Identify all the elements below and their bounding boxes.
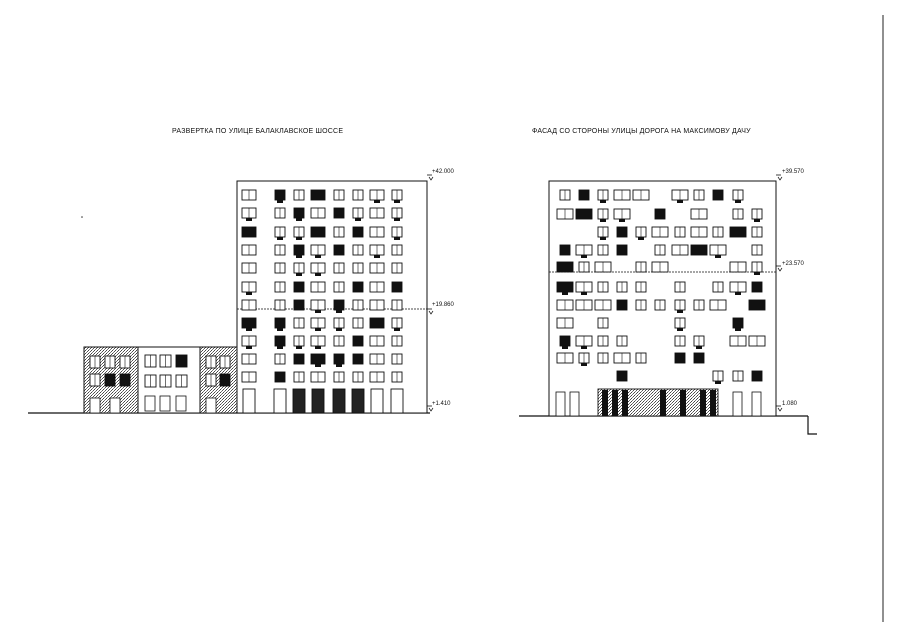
balcony <box>315 346 321 349</box>
ground-door <box>752 392 761 416</box>
elevation-mark-right-middle: +23.570 <box>782 261 804 267</box>
ground-door <box>160 396 170 411</box>
elevation-mark-right-top: +39.570 <box>782 169 804 175</box>
window <box>275 372 285 382</box>
balcony <box>374 200 380 203</box>
storefront-pillar <box>700 390 706 416</box>
ground-door <box>145 396 155 411</box>
balcony <box>562 292 568 295</box>
window <box>694 353 704 363</box>
level-arrow <box>429 311 433 314</box>
window <box>275 336 285 346</box>
window <box>392 282 402 292</box>
window <box>557 282 573 292</box>
window <box>713 190 723 200</box>
balcony <box>277 237 283 240</box>
window <box>617 300 627 310</box>
right-elevation <box>519 175 817 434</box>
balcony <box>374 255 380 258</box>
balcony <box>246 328 252 331</box>
balcony <box>296 346 302 349</box>
window <box>752 282 762 292</box>
balcony <box>296 218 302 221</box>
window <box>353 227 363 237</box>
window <box>749 300 765 310</box>
balcony <box>296 273 302 276</box>
balcony <box>754 272 760 275</box>
window <box>353 354 363 364</box>
window <box>334 354 344 364</box>
ground-door <box>176 396 186 411</box>
storefront-pillar <box>710 390 716 416</box>
balcony <box>246 346 252 349</box>
balcony <box>394 200 400 203</box>
balcony <box>315 273 321 276</box>
balcony <box>315 310 321 313</box>
balcony <box>246 292 252 295</box>
window <box>294 300 304 310</box>
level-ticks-left <box>427 175 433 411</box>
ground-door <box>206 398 216 413</box>
window <box>294 245 304 255</box>
window <box>220 374 230 386</box>
window <box>311 190 325 200</box>
window <box>730 227 746 237</box>
balcony <box>600 219 606 222</box>
level-ticks-right <box>776 175 782 411</box>
balcony <box>715 255 721 258</box>
ground-door <box>570 392 579 416</box>
balcony <box>336 364 342 367</box>
window <box>560 336 570 346</box>
balcony <box>638 237 644 240</box>
balcony <box>581 346 587 349</box>
left-elevation-title: РАЗВЕРТКА ПО УЛИЦЕ БАЛАКЛАВСКОЕ ШОССЕ <box>172 128 344 135</box>
window <box>176 355 187 367</box>
ground-step-right <box>808 416 817 434</box>
window <box>311 227 325 237</box>
balcony <box>735 328 741 331</box>
balcony <box>296 237 302 240</box>
level-arrow <box>429 408 433 411</box>
window <box>242 318 256 328</box>
level-arrow <box>778 177 782 180</box>
ground-door <box>90 398 100 413</box>
balcony <box>754 219 760 222</box>
balcony <box>600 200 606 203</box>
window <box>353 282 363 292</box>
window <box>617 227 627 237</box>
window <box>557 262 573 272</box>
window <box>105 374 115 386</box>
window <box>242 227 256 237</box>
storefront-pillar <box>680 390 686 416</box>
left-elevation <box>28 175 433 413</box>
storefront <box>293 389 305 413</box>
storefront <box>312 389 324 413</box>
window <box>275 318 285 328</box>
balcony <box>315 255 321 258</box>
balcony <box>394 237 400 240</box>
balcony <box>581 292 587 295</box>
balcony <box>315 328 321 331</box>
balcony <box>619 219 625 222</box>
balcony <box>600 237 606 240</box>
balcony <box>277 328 283 331</box>
window <box>294 354 304 364</box>
storefront-pillar <box>602 390 608 416</box>
window <box>334 245 344 255</box>
window <box>560 245 570 255</box>
storefront <box>352 389 364 413</box>
balcony <box>246 218 252 221</box>
window <box>579 190 589 200</box>
balcony <box>355 218 361 221</box>
balcony <box>336 328 342 331</box>
storefront-pillar <box>660 390 666 416</box>
window <box>334 300 344 310</box>
balcony <box>735 292 741 295</box>
ground-door <box>110 398 120 413</box>
speck <box>81 216 83 218</box>
balcony <box>315 364 321 367</box>
window <box>275 190 285 200</box>
balcony <box>581 255 587 258</box>
balcony <box>394 328 400 331</box>
window <box>120 374 130 386</box>
window <box>334 208 344 218</box>
window <box>675 353 685 363</box>
balcony <box>562 346 568 349</box>
window <box>311 354 325 364</box>
right-elevation-title: ФАСАД СО СТОРОНЫ УЛИЦЫ ДОРОГА НА МАКСИМОВУ ДАЧУ <box>532 128 751 135</box>
window <box>617 245 627 255</box>
level-arrow <box>429 177 433 180</box>
storefront <box>333 389 345 413</box>
balcony <box>394 218 400 221</box>
level-arrow <box>778 408 782 411</box>
storefront <box>391 389 403 413</box>
balcony <box>677 310 683 313</box>
window <box>353 336 363 346</box>
balcony <box>677 328 683 331</box>
window <box>576 209 592 219</box>
tower-left <box>237 181 427 413</box>
storefront <box>274 389 286 413</box>
elevation-mark-left-top: +42.000 <box>432 169 454 175</box>
tower-right <box>549 181 776 416</box>
elevation-mark-left-middle: +19.860 <box>432 302 454 308</box>
ground-door <box>556 392 565 416</box>
window <box>691 245 707 255</box>
balcony <box>336 310 342 313</box>
window <box>752 371 762 381</box>
balcony <box>735 200 741 203</box>
balcony <box>677 200 683 203</box>
window <box>294 208 304 218</box>
balcony <box>277 346 283 349</box>
storefront-pillar <box>612 390 618 416</box>
storefront <box>371 389 383 413</box>
window <box>655 209 665 219</box>
level-arrow <box>778 268 782 271</box>
balcony <box>296 255 302 258</box>
window <box>294 282 304 292</box>
window <box>733 318 743 328</box>
window <box>370 318 384 328</box>
ground-door <box>733 392 742 416</box>
balcony <box>696 346 702 349</box>
storefront-pillar <box>622 390 628 416</box>
low-building-block <box>84 347 237 413</box>
storefront <box>243 389 255 413</box>
elevation-mark-left-bottom: +1.410 <box>432 401 451 407</box>
elevation-mark-right-bottom: 1.080 <box>782 401 798 407</box>
window <box>617 371 627 381</box>
balcony <box>715 381 721 384</box>
balcony <box>581 363 587 366</box>
balcony <box>277 200 283 203</box>
